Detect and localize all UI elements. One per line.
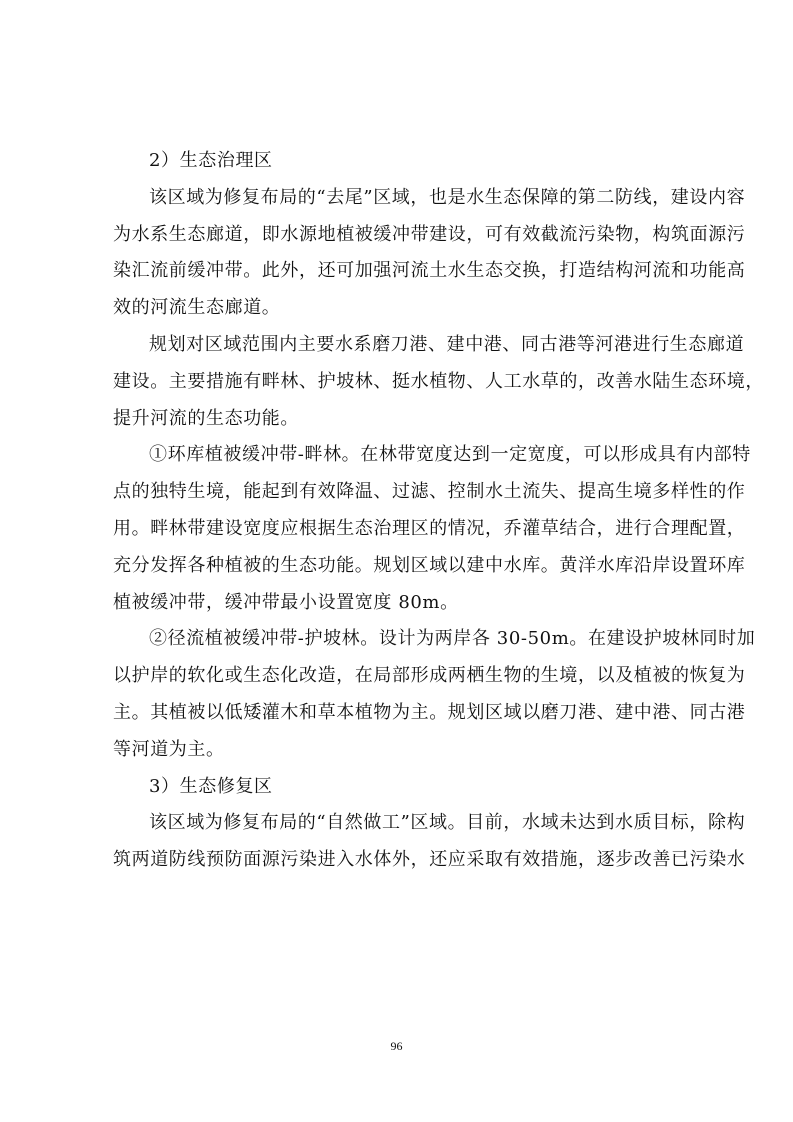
paragraph-line: 以护岸的软化或生态化改造，在局部形成两栖生物的生境，以及植被的恢复为	[113, 665, 746, 687]
paragraph-line: 该区域为修复布局的“自然做工”区域。目前，水域未达到水质目标，除构	[149, 812, 746, 834]
paragraph-line: 用。畔林带建设宽度应根据生态治理区的情况，乔灌草结合，进行合理配置，	[113, 517, 746, 539]
paragraph-line: 为水系生态廊道，即水源地植被缓冲带建设，可有效截流污染物，构筑面源污	[113, 223, 746, 245]
section-heading-2: 2）生态治理区	[149, 150, 273, 171]
page-number: 96	[390, 1039, 403, 1053]
paragraph-line: 提升河流的生态功能。	[113, 407, 299, 429]
paragraph-line: 该区域为修复布局的“去尾”区域，也是水生态保障的第二防线，建设内容	[149, 186, 746, 208]
paragraph-line: ①环库植被缓冲带-畔林。在林带宽度达到一定宽度，可以形成具有内部特	[149, 444, 751, 466]
paragraph-line: ②径流植被缓冲带-护坡林。设计为两岸各 30-50m。在建设护坡林同时加	[149, 628, 756, 650]
paragraph-line: 建设。主要措施有畔林、护坡林、挺水植物、人工水草的，改善水陆生态环境，	[113, 370, 764, 392]
paragraph-line: 充分发挥各种植被的生态功能。规划区域以建中水库。黄洋水库沿岸设置环库	[113, 554, 746, 576]
paragraph-line: 染汇流前缓冲带。此外，还可加强河流土水生态交换，打造结构河流和功能高	[113, 260, 746, 282]
paragraph-line: 点的独特生境，能起到有效降温、过滤、控制水土流失、提高生境多样性的作	[113, 481, 746, 503]
body-text	[113, 143, 764, 879]
section-heading-3: 3）生态修复区	[149, 775, 273, 797]
paragraph-line: 效的河流生态廊道。	[113, 297, 281, 319]
paragraph-line: 主。其植被以低矮灌木和草本植物为主。规划区域以磨刀港、建中港、同古港	[113, 701, 746, 723]
paragraph-line: 等河道为主。	[113, 738, 225, 760]
paragraph-line: 筑两道防线预防面源污染进入水体外，还应采取有效措施，逐步改善已污染水	[113, 849, 746, 871]
paragraph-line: 植被缓冲带，缓冲带最小设置宽度 80m。	[113, 591, 459, 613]
paragraph-line: 规划对区域范围内主要水系磨刀港、建中港、同古港等河港进行生态廊道	[149, 333, 745, 355]
